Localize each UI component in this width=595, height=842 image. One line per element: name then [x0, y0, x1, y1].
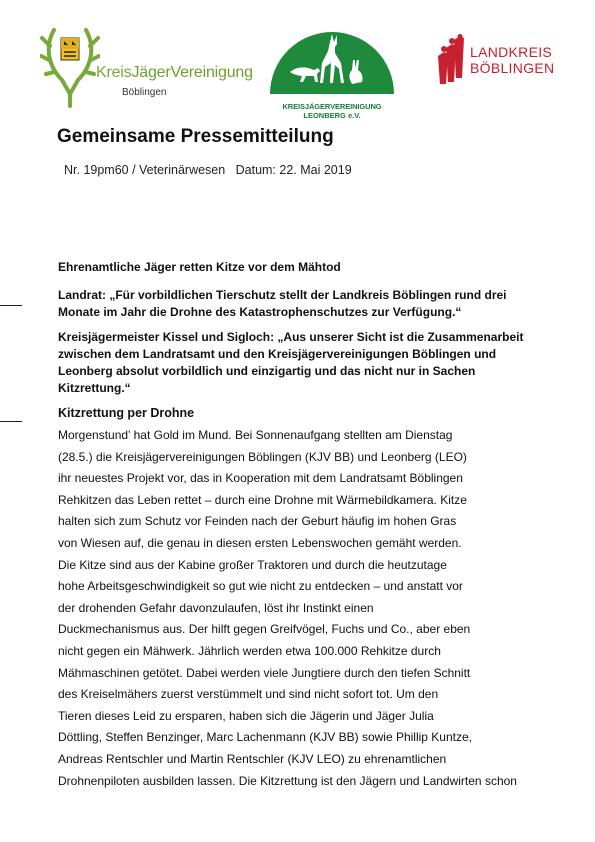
quote-landrat: Landrat: „Für vorbildlichen Tierschutz stellt der Landkreis Böblingen rund drei Monate im Jahr die Drohne des Katastrophenschutzes zur Verfügung.“: [58, 288, 507, 319]
press-release-meta: Nr. 19pm60 / Veterinärwesen Datum: 22. Mai 2019: [64, 163, 352, 177]
fold-mark: [0, 421, 22, 422]
body-line: (28.5.) die Kreisjägervereinigungen Böblingen (KJV BB) und Leonberg (LEO): [58, 449, 467, 464]
kjv-leo-name: KREISJÄGERVEREINIGUNG: [282, 102, 382, 111]
body-line: halten sich zum Schutz vor Feinden nach der Geburt häufig im hohen Gras: [58, 514, 457, 529]
body-line: Döttling, Steffen Benzinger, Marc Lachenmann (KJV BB) sowie Phillip Kuntze,: [58, 730, 472, 745]
section-heading: Kitzrettung per Drohne: [58, 406, 195, 420]
kjv-leo-location: LEONBERG e.V.: [303, 111, 361, 120]
body-line: Tieren dieses Leid zu ersparen, haben sich die Jägerin und Jäger Julia: [58, 708, 434, 723]
headline: Ehrenamtliche Jäger retten Kitze vor dem Mähtod: [58, 260, 341, 274]
kjv-boeblingen-logo: [40, 24, 253, 108]
body-line: Drohnenpiloten ausbilden lassen. Die Kitzrettung ist den Jägern und Landwirten schon: [58, 773, 517, 788]
landkreis-label: LANDKREIS: [470, 44, 553, 60]
body-line: hohe Arbeitsgeschwindigkeit so gut wie nicht zu entdecken – und anstatt vor: [58, 579, 463, 594]
kjv-bb-wordmark: KreisJägerVereinigung: [96, 64, 253, 81]
body-line: nicht gegen ein Mähwerk. Jährlich werden etwa 100.000 Rehkitze durch: [58, 643, 441, 658]
body-text: [58, 425, 517, 792]
body-line: des Kreiselmähers zuerst verstümmelt und sind nicht sofort tot. Um den: [58, 687, 439, 702]
body-line: von Wiesen auf, die genau in diesen ersten Lebenswochen gemäht werden.: [58, 535, 462, 550]
body-line: Andreas Rentschler und Martin Rentschler (KJV LEO) zu ehrenamtlichen: [58, 751, 447, 766]
body-line: Die Kitze sind aus der Kabine großer Traktoren und durch die heutzutage: [58, 557, 447, 572]
wildlife-emblem-icon: [268, 24, 396, 102]
body-line: Mähmaschinen getötet. Dabei werden viele Jungtiere durch den tiefen Schnitt: [58, 665, 471, 680]
body-line: Morgenstund’ hat Gold im Mund. Bei Sonnenaufgang stellten am Dienstag: [58, 428, 453, 442]
landkreis-figures-icon: [434, 34, 468, 88]
body-line: der drohenden Gefahr davonzulaufen, löst ihr Instinkt einen: [58, 600, 374, 615]
landkreis-location: BÖBLINGEN: [470, 60, 555, 76]
kjv-leonberg-logo: [268, 24, 396, 124]
landkreis-boeblingen-logo: [434, 34, 564, 90]
fold-mark: [0, 305, 22, 306]
page-title: Gemeinsame Pressemitteilung: [57, 126, 334, 147]
body-line: Rehkitzen das Leben rettet – durch eine Drohne mit Wärmebildkamera. Kitze: [58, 492, 467, 507]
body-line: ihr neuestes Projekt vor, das in Kooperation mit dem Landratsamt Böblingen: [58, 471, 463, 486]
quote-kreisjaegermeister: Kreisjägermeister Kissel und Sigloch: „Aus unserer Sicht ist die Zusammenarbeit zwischen dem Landratsamt und den Kreisjägervereinigungen Böblingen und Leonberg absolut vorbildlich und einzigartig und das nicht nur in Sachen Kitzrettung.“: [58, 330, 524, 395]
antler-crest-icon: [40, 24, 100, 108]
kjv-bb-location: Böblingen: [122, 87, 167, 98]
body-line: Duckmechanismus aus. Der hilft gegen Greifvögel, Fuchs und Co., aber eben: [58, 622, 471, 637]
